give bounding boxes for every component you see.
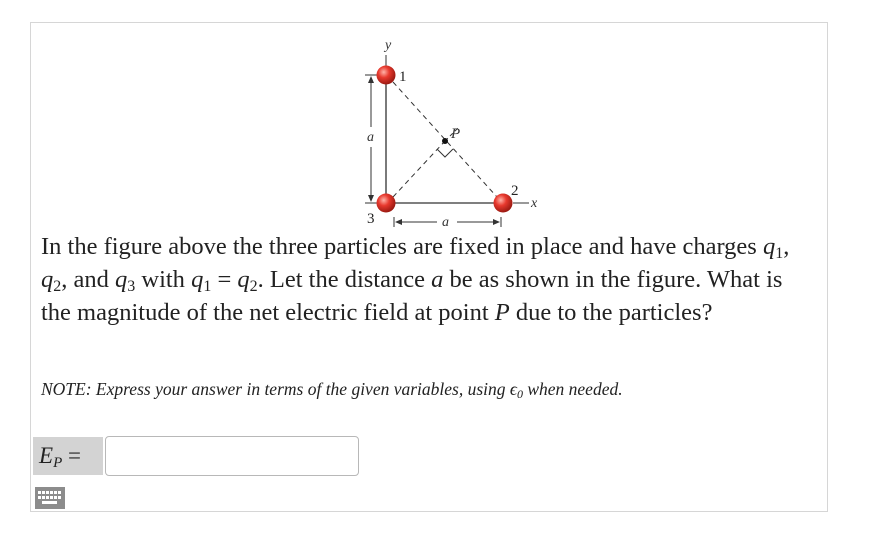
dim-vertical-arrow-down [368,195,374,202]
particle-1-label: 1 [399,69,407,85]
x-axis-label: x [531,196,538,211]
point-p-label: P [451,126,461,142]
keyboard-icon [35,487,65,509]
answer-input[interactable] [105,436,359,476]
particle-2 [494,194,513,213]
particle-3 [377,194,396,213]
particle-3-label: 3 [367,211,375,227]
dim-vertical-label: a [367,130,374,145]
right-angle-marker [437,149,453,157]
dim-horizontal-arrow-left [395,219,402,225]
question-text: In the figure above the three particles are fixed in place and have charges $q_1$, $q_2$, and $q_3$ with $q_1 = q_2$. Let the distance a be as shown in the figure. What is the magnitude of the net electric field at point P due to the particles? [41,233,790,326]
dim-vertical-arrow-up [368,76,374,83]
y-axis-label: y [385,38,392,53]
dim-horizontal-label: a [442,215,449,230]
question-card [30,22,828,512]
particle-1 [377,66,396,85]
answer-label: $E_P$ = [33,437,103,475]
dim-horizontal-arrow-right [493,219,500,225]
point-p [442,138,448,144]
keyboard-button[interactable] [35,487,65,509]
note-text: NOTE: Express your answer in terms of the given variables, using $\epsilon_0$ when needed. [41,379,623,401]
problem-figure [361,35,581,235]
particle-2-label: 2 [511,183,519,199]
